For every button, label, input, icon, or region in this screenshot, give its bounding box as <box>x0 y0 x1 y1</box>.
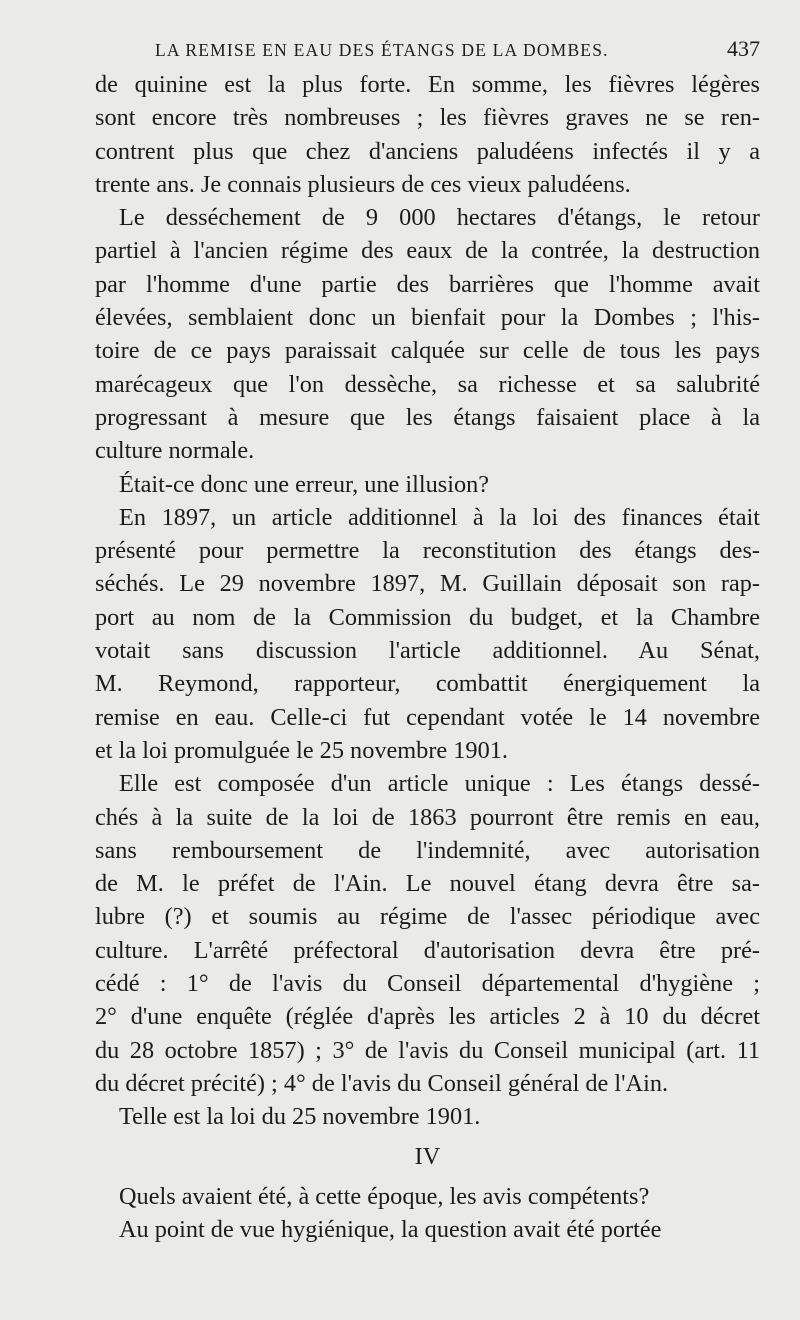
text-line: partiel à l'ancien régime des eaux de la contrée, la destruction <box>95 237 760 265</box>
text-line: trente ans. Je connais plusieurs de ces vieux paludéens. <box>95 170 631 198</box>
text-line: Était-ce donc une erreur, une illusion? <box>119 470 490 498</box>
page-header <box>155 36 760 64</box>
text-line: remise en eau. Celle-ci fut cependant votée le 14 novembre <box>95 703 760 731</box>
text-line: chés à la suite de la loi de 1863 pourront être remis en eau, <box>95 803 760 831</box>
text-line: sans remboursement de l'indemnité, avec autorisation <box>95 836 760 864</box>
text-line: de M. le préfet de l'Ain. Le nouvel étang devra être sa- <box>95 870 760 898</box>
text-line: En 1897, un article additionnel à la loi des finances était <box>119 503 760 531</box>
text-line: 2° d'une enquête (réglée d'après les articles 2 à 10 du décret <box>95 1003 760 1031</box>
text-line: sont encore très nombreuses ; les fièvres graves ne se ren- <box>95 104 760 132</box>
text-line: M. Reymond, rapporteur, combattit énergiquement la <box>95 670 760 698</box>
text-line: progressant à mesure que les étangs faisaient place à la <box>95 403 760 431</box>
text-line: et la loi promulguée le 25 novembre 1901. <box>95 736 508 764</box>
text-line: Elle est composée d'un article unique : Les étangs dessé- <box>119 770 760 798</box>
text-line: votait sans discussion l'article additionnel. Au Sénat, <box>95 637 760 665</box>
text-line: Quels avaient été, à cette époque, les avis compétents? <box>119 1182 650 1210</box>
text-line: séchés. Le 29 novembre 1897, M. Guillain déposait son rap- <box>95 570 760 598</box>
text-line: culture normale. <box>95 437 255 465</box>
text-line: Au point de vue hygiénique, la question avait été portée <box>119 1215 662 1243</box>
text-line: port au nom de la Commission du budget, et la Chambre <box>95 603 760 631</box>
text-line: par l'homme d'une partie des barrières que l'homme avait <box>95 270 760 298</box>
text-line: élevées, semblaient donc un bienfait pour la Dombes ; l'his- <box>95 304 760 332</box>
text-line: cédé : 1° de l'avis du Conseil départemental d'hygiène ; <box>95 970 760 998</box>
text-line: marécageux que l'on dessèche, sa richesse et sa salubrité <box>95 370 760 398</box>
text-line: du 28 octobre 1857) ; 3° de l'avis du Conseil municipal (art. 11 <box>95 1036 760 1064</box>
page-number: 437 <box>727 36 760 61</box>
text-line: contrent plus que chez d'anciens paludéens infectés il y a <box>95 137 760 165</box>
text-line: de quinine est la plus forte. En somme, les fièvres légères <box>95 71 760 98</box>
section-heading: IV <box>414 1142 441 1170</box>
text-line: présenté pour permettre la reconstitution des étangs des- <box>95 537 760 565</box>
running-title: LA REMISE EN EAU DES ÉTANGS DE LA DOMBES. <box>155 40 609 60</box>
text-line: Telle est la loi du 25 novembre 1901. <box>119 1103 481 1131</box>
text-line: culture. L'arrêté préfectoral d'autorisation devra être pré- <box>95 936 760 964</box>
text-line: toire de ce pays paraissait calquée sur celle de tous les pays <box>95 337 760 365</box>
text-line: Le desséchement de 9 000 hectares d'étangs, le retour <box>119 204 760 232</box>
text-line: du décret précité) ; 4° de l'avis du Conseil général de l'Ain. <box>95 1069 669 1097</box>
text-line: lubre (?) et soumis au régime de l'assec périodique avec <box>95 903 760 931</box>
body-text <box>95 68 760 1246</box>
